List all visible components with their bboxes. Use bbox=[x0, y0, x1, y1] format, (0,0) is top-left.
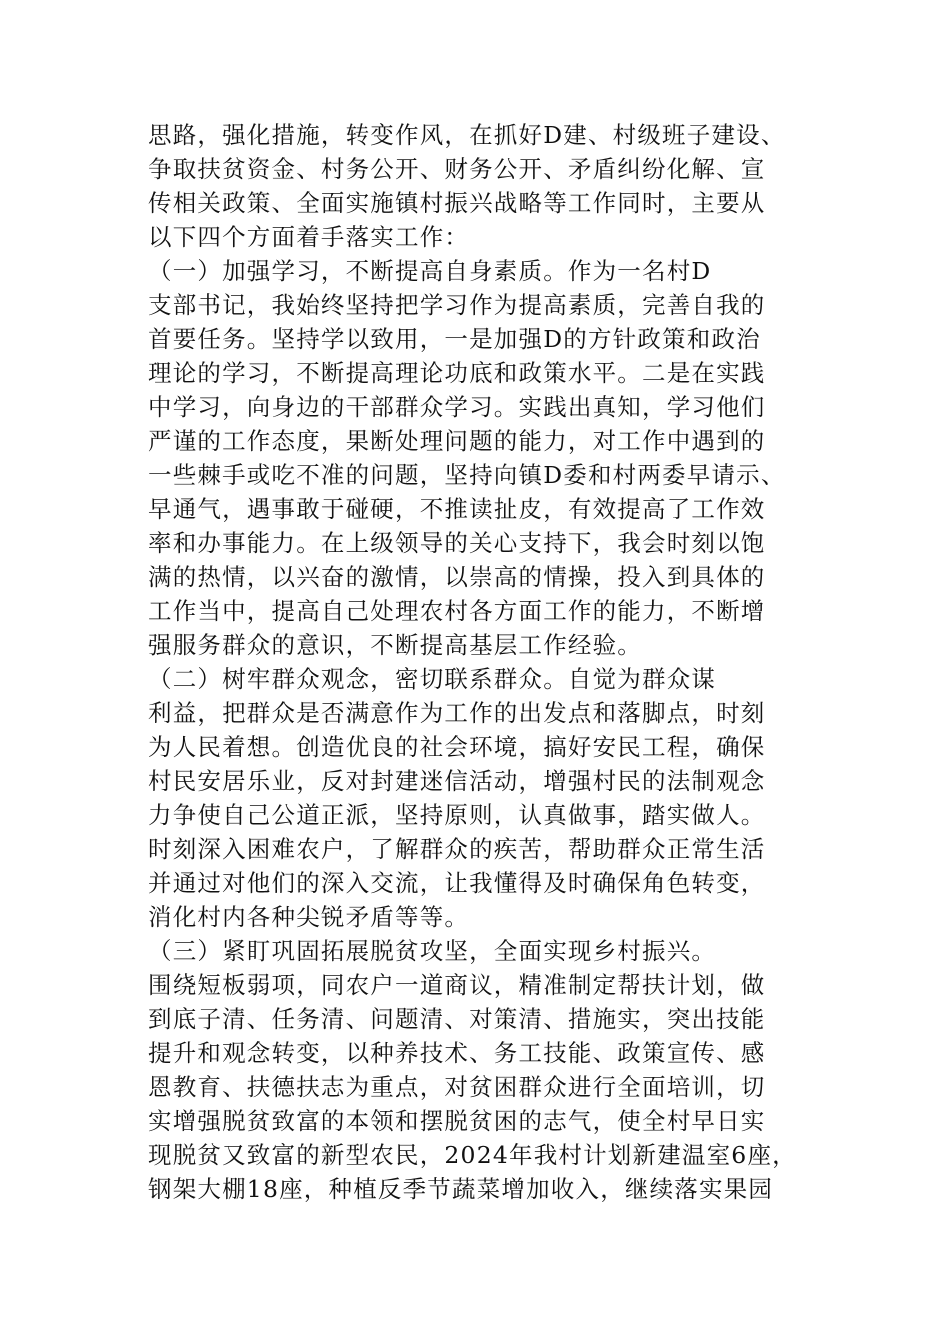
paragraph-section-3: （三）紧盯巩固拓展脱贫攻坚，全面实现乡村振兴。 围绕短板弱项，同农户一道商议，精准制定帮扶计划，做 到底子清、任务清、问题清、对策清、措施实，突出技能 提升和观念转变，以种养技术、务工技能、政策宣传、感 恩教育、扶德扶志为重点，对贫困群众进行全面培训，切 实增强脱贫致富的本领和摆脱贫困的志气，使全村早日实 现脱贫又致富的新型农民，2024年我村计划新建温室6座， 钢架大棚18座，种植反季节蔬菜增加收入，继续落实果园 bbox=[148, 937, 797, 1203]
paragraph-section-2: （二）树牢群众观念，密切联系群众。自觉为群众谋 利益，把群众是否满意作为工作的出发点和落脚点，时刻 为人民着想。创造优良的社会环境，搞好安民工程，确保 村民安居乐业，反对封建迷信活动，增强村民的法制观念 力争使自己公道正派，坚持原则，认真做事，踏实做人。 时刻深入困难农户，了解群众的疾苦，帮助群众正常生活 并通过对他们的深入交流，让我懂得及时确保角色转变， 消化村内各种尖锐矛盾等等。 bbox=[148, 665, 766, 931]
document-body bbox=[148, 118, 818, 1206]
paragraph-intro: 思路，强化措施，转变作风，在抓好D建、村级班子建设、 争取扶贫资金、村务公开、财务公开、矛盾纠纷化解、宣 传相关政策、全面实施镇村振兴战略等工作同时，主要从 以下四个方面着手落实工作： bbox=[148, 121, 786, 251]
paragraph-section-1: （一）加强学习，不断提高自身素质。作为一名村D 支部书记，我始终坚持把学习作为提高素质，完善自我的 首要任务。坚持学以致用，一是加强D的方针政策和政治 理论的学习，不断提高理论功底和政策水平。二是在实践 中学习，向身边的干部群众学习。实践出真知，学习他们 严谨的工作态度，果断处理问题的能力，对工作中遇到的 一些棘手或吃不准的问题，坚持向镇D委和村两委早请示、 早通气，遇事敢于碰硬，不推读扯皮，有效提高了工作效 率和办事能力。在上级领导的关心支持下，我会时刻以饱 满的热情，以兴奋的激情，以崇高的情操，投入到具体的 工作当中，提高自己处理农村各方面工作的能力，不断增 强服务群众的意识，不断提高基层工作经验。 bbox=[148, 257, 786, 659]
